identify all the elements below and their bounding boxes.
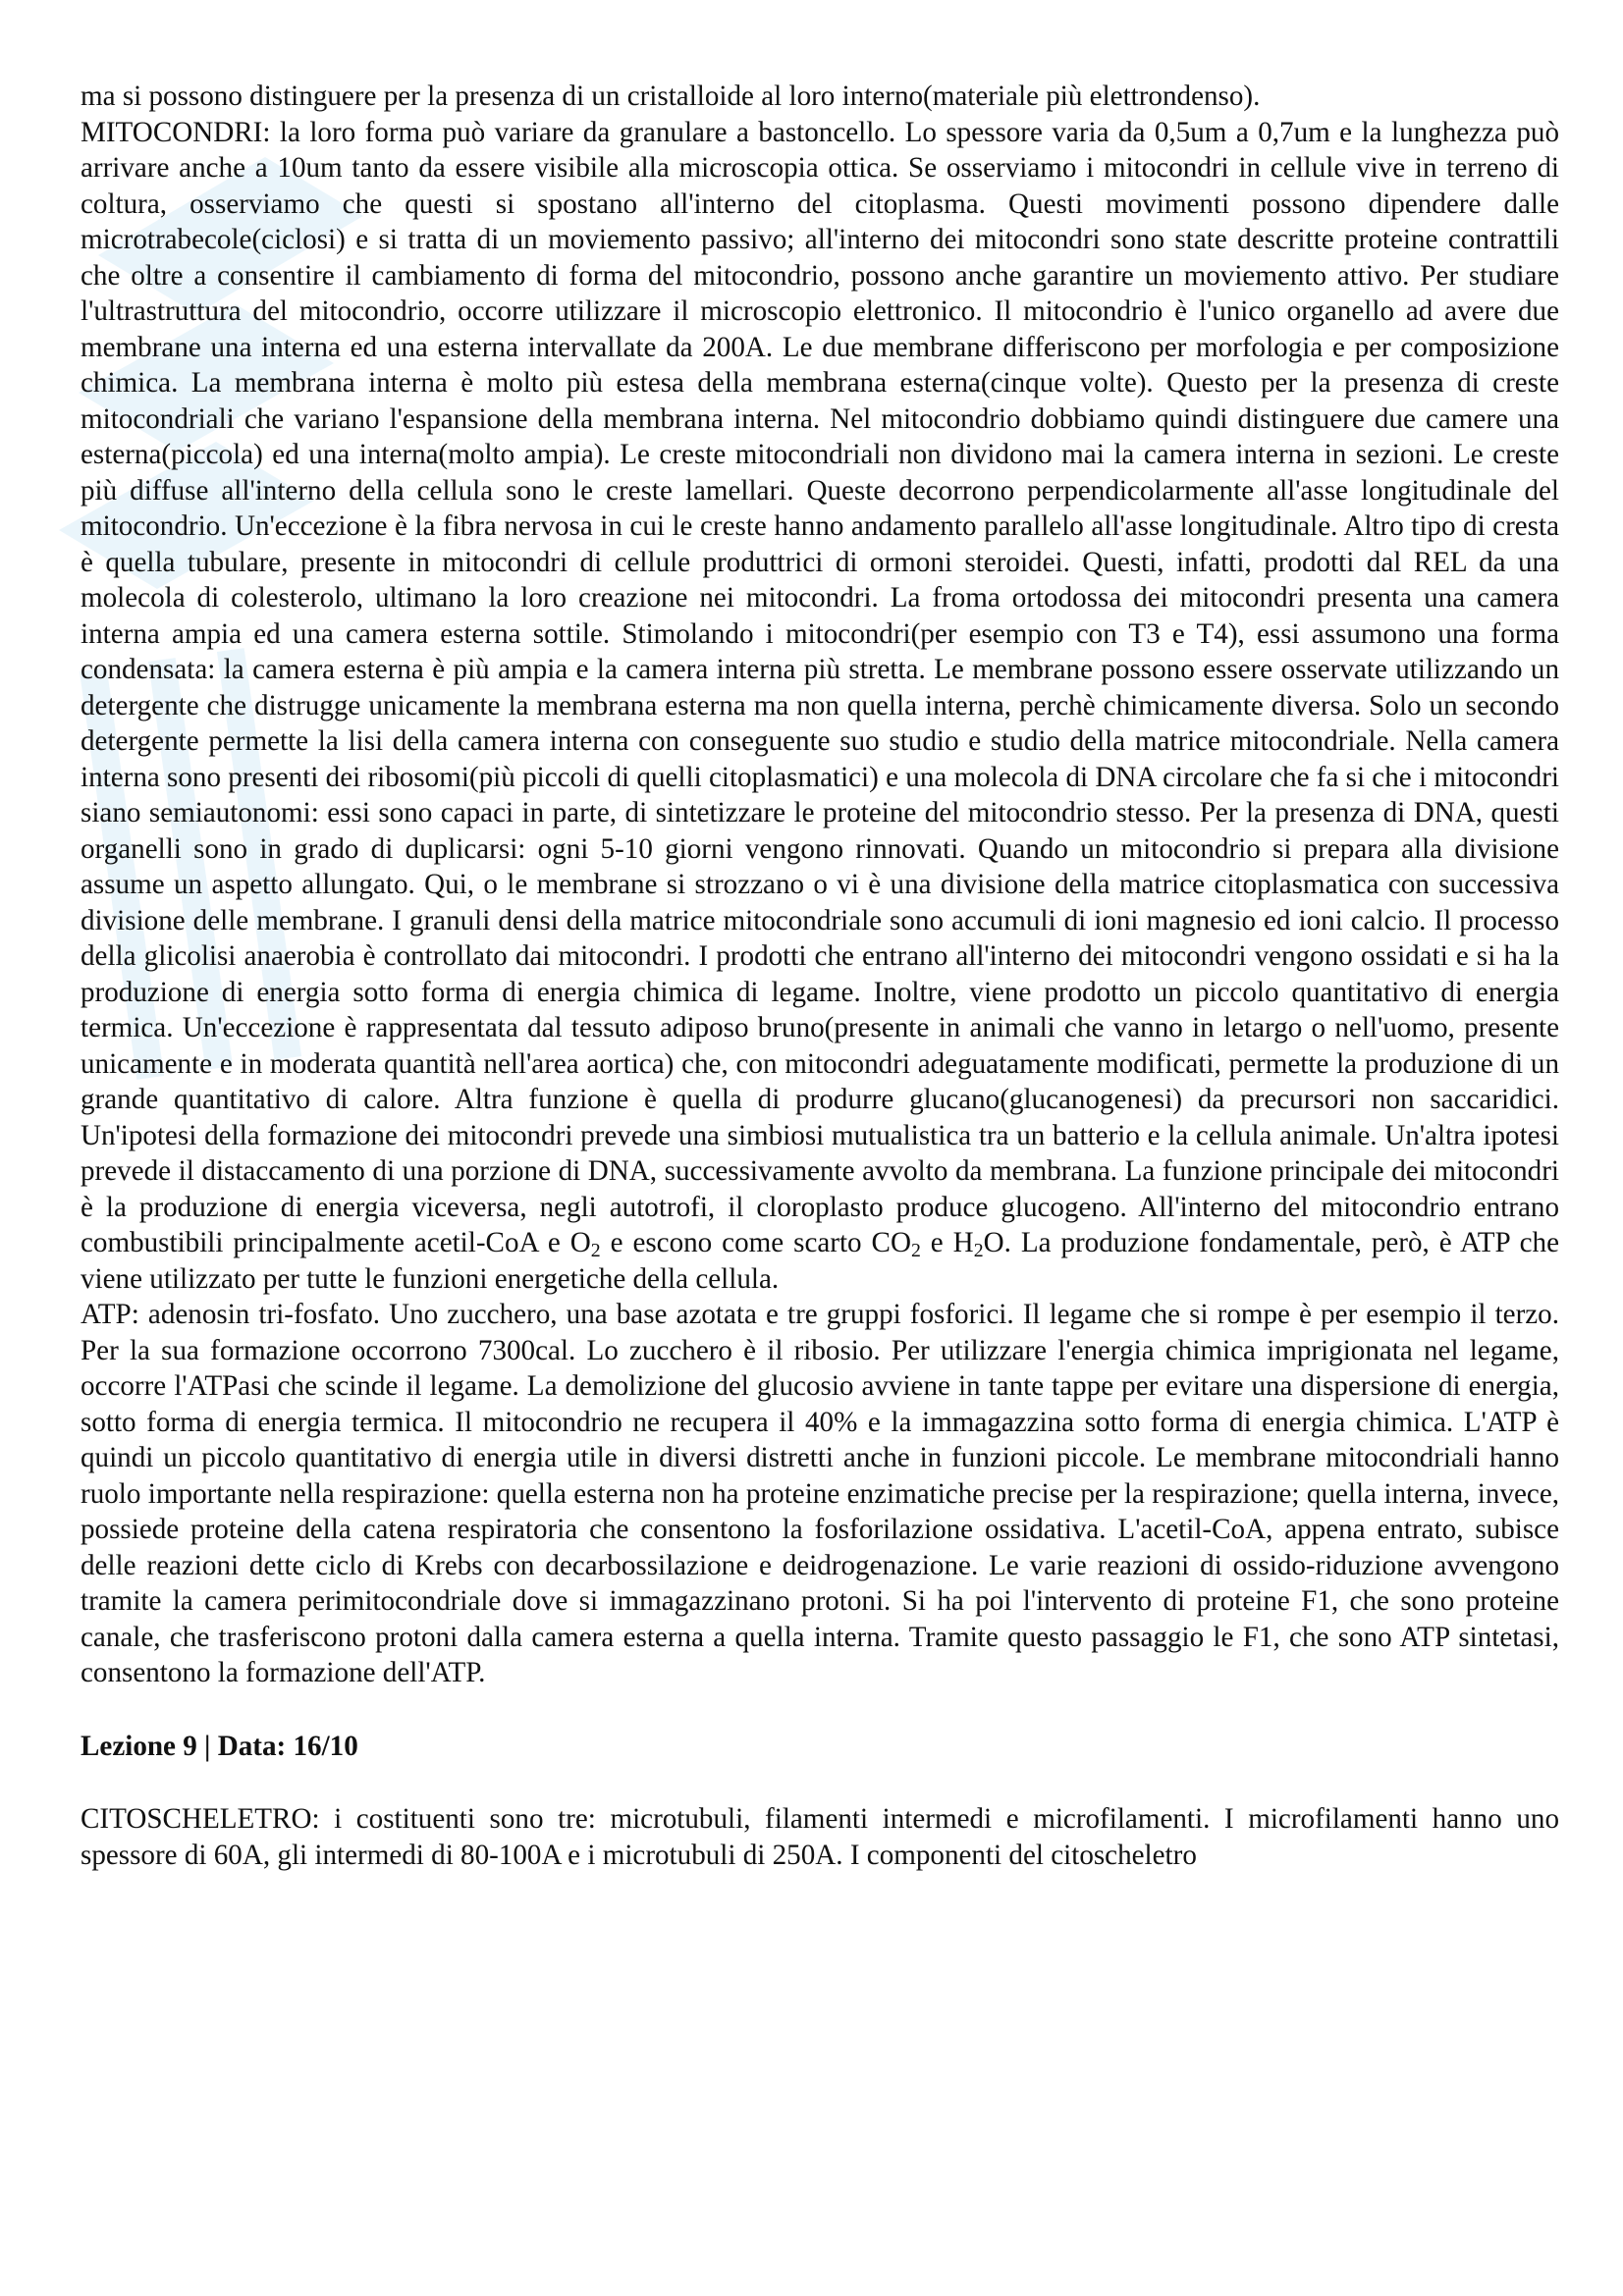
paragraph-mitocondri-text: MITOCONDRI: la loro forma può variare da granulare a bastoncello. Lo spessore varia da 0,5um a 0,7um e la lunghezza può arrivare anche a 10um tanto da essere visibile alla microscopia ottica. Se osserviamo i mitocondri in cellule vive in terreno di coltura, osserviamo che questi si spostano all'interno del citoplasma. Questi movimenti possono dipendere dalle microtrabecole(ciclosi) e si tratta di un moviemento passivo; all'interno dei mitocondri sono state descritte proteine contrattili che oltre a consentire il cambiamento di forma del mitocondrio, possono anche garantire un moviemento attivo. Per studiare l'ultrastruttura del mitocondrio, occorre utilizzare il microscopio elettronico. Il mitocondrio è l'unico organello ad avere due membrane una interna ed una esterna intervallate da 200A. Le due membrane differiscono per morfologia e per composizione chimica. La membrana interna è molto più estesa della membrana esterna(cinque volte). Questo per la presenza di creste mitocondriali che variano l'espansione della membrana interna. Nel mitocondrio dobbiamo quindi distinguere due camere una esterna(piccola) ed una interna(molto ampia). Le creste mitocondriali non dividono mai la camera interna in sezioni. Le creste più diffuse all'interno della cellula sono le creste lamellari. Queste decorrono perpendicolarmente all'asse longitudinale del mitocondrio. Un'eccezione è la fibra nervosa in cui le creste hanno andamento parallelo all'asse longitudinale. Altro tipo di cresta è quella tubulare, presente in mitocondri di cellule produttrici di ormoni steroidei. Questi, infatti, prodotti dal REL da una molecola di colesterolo, ultimano la loro creazione nei mitocondri. La froma ortodossa dei mitocondri presenta una camera interna ampia ed una camera esterna sottile. Stimolando i mitocondri(per esempio con T3 e T4), essi assumono una forma condensata: la camera esterna è più ampia e la camera interna più stretta. Le membrane possono essere osservate utilizzando un detergente che distrugge unicamente la membrana esterna ma non quella interna, perchè chimicamente diversa. Solo un secondo detergente permette la lisi della camera interna con conseguente suo studio e studio della matrice mitocondriale. Nella camera interna sono presenti dei ribosomi(più piccoli di quelli citoplasmatici) e una molecola di DNA circolare che fa si che i mitocondri siano semiautonomi: essi sono capaci in parte, di sintetizzare le proteine del mitocondrio stesso. Per la presenza di DNA, questi organelli sono in grado di duplicarsi: ogni 5-10 giorni vengono rinnovati. Quando un mitocondrio si prepara alla divisione assume un aspetto allungato. Qui, o le membrane si strozzano o vi è una divisione della matrice citoplasmatica con successiva divisione delle membrane. I granuli densi della matrice mitocondriale sono accumuli di ioni magnesio ed ioni calcio. Il processo della glicolisi anaerobia è controllato dai mitocondri. I prodotti che entrano all'interno dei mitocondri vengono ossidati e si ha la produzione di energia sotto forma di energia chimica di legame. Inoltre, viene prodotto un piccolo quantitativo di energia termica. Un'eccezione è rappresentata dal tessuto adiposo bruno(presente in animali che vanno in letargo o nell'uomo, presente unicamente e in moderata quantità nell'area aortica) che, con mitocondri adeguatamente modificati, permette la produzione di un grande quantitativo di calore. Altra funzione è quella di produrre glucano(glucanogenesi) da precursori non saccaridici. Un'ipotesi della formazione dei mitocondri prevede una simbiosi mutualistica tra un batterio e la cellula animale. Un'altra ipotesi prevede il distaccamento di una porzione di DNA, successivamente avvolto da membrana. La funzione principale dei mitocondri è la produzione di energia viceversa, negli autotrofi, il cloroplasto produce glucogeno. All'interno del mitocondrio entrano combustibili principalmente acetil-CoA e O (81, 116, 1559, 1258)
subscript-co2: 2 (910, 1239, 921, 1261)
document-page (81, 79, 1559, 1873)
paragraph-mitocondri-h2o: e H (920, 1227, 974, 1258)
paragraph-atp: ATP: adenosin tri-fosfato. Uno zucchero, una base azotata e tre gruppi fosforici. Il legame che si rompe è per esempio il terzo. Per la sua formazione occorrono 7300cal. Lo zucchero è il ribosio. Per utilizzare l'energia chimica imprigionata nel legame, occorre l'ATPasi che scinde il legame. La demolizione del glucosio avviene in tante tappe per evitare una dispersione di energia, sotto forma di energia termica. Il mitocondrio ne recupera il 40% e la immagazzina sotto forma di energia chimica. L'ATP è quindi un piccolo quantitativo di energia utile in diversi distretti anche in funzioni piccole. Le membrane mitocondriali hanno ruolo importante nella respirazione: quella esterna non ha proteine enzimatiche precise per la respirazione; quella interna, invece, possiede proteine della catena respiratoria che consentono la fosforilazione ossidativa. L'acetil-CoA, appena entrato, subisce delle reazioni dette ciclo di Krebs con decarbossilazione e deidrogenazione. Le varie reazioni di ossido-riduzione avvengono tramite la camera perimitocondriale dove si immagazzinano protoni. Si ha poi l'intervento di proteine F1, che sono proteine canale, che trasferiscono protoni dalla camera esterna a quella interna. Tramite questo passaggio le F1, che sono ATP sintetasi, consentono la formazione dell'ATP. (81, 1299, 1559, 1688)
paragraph-intro: ma si possono distinguere per la presenza di un cristalloide al loro interno(materiale più elettrondenso). (81, 80, 1261, 112)
paragraph-mitocondri-co2: e escono come scarto CO (600, 1227, 911, 1258)
paragraph-mitocondri-end: O. La produzione fondamentale, però, è ATP che viene utilizzato per tutte le funzioni energetiche della cellula. (81, 1227, 1559, 1295)
subscript-h2o: 2 (973, 1239, 984, 1261)
paragraph-citoscheletro: CITOSCHELETRO: i costituenti sono tre: microtubuli, filamenti intermedi e microfilamenti. I microfilamenti hanno uno spessore di 60A, gli intermedi di 80-100A e i microtubuli di 250A. I componenti del citoscheletro (81, 1803, 1559, 1871)
paragraph-mitocondri (81, 115, 1559, 1298)
lesson-heading: Lezione 9 | Data: 16/10 (81, 1730, 358, 1762)
subscript-o2: 2 (590, 1239, 601, 1261)
